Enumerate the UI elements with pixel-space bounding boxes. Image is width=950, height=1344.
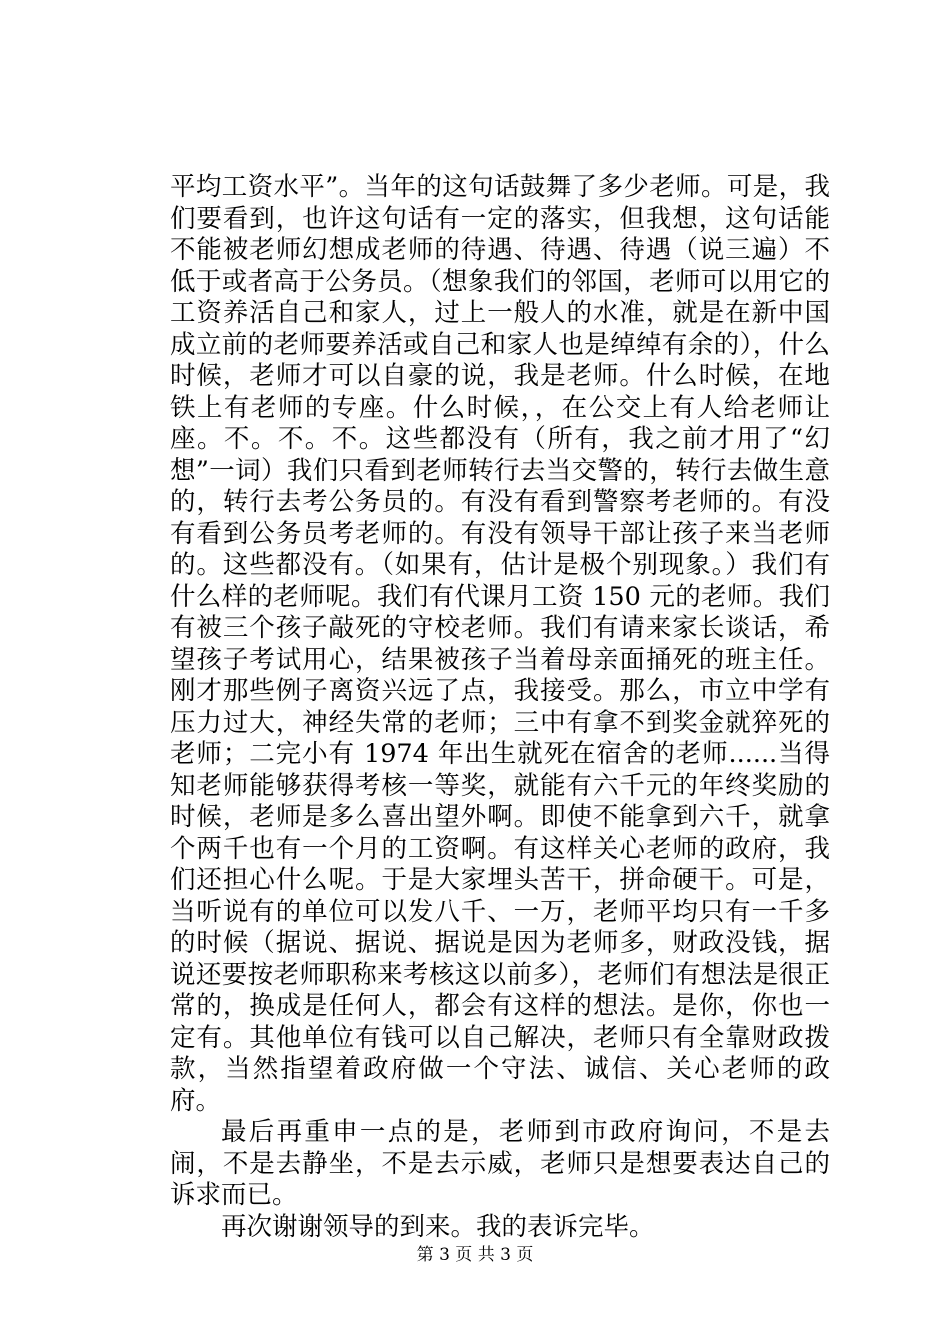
- body-paragraph-3: 再次谢谢领导的到来。我的表诉完毕。: [221, 1211, 655, 1242]
- document-body: [170, 172, 830, 1243]
- body-paragraph-1: 平均工资水平”。当年的这句话鼓舞了多少老师。可是，我们要看到，也许这句话有一定的落实，但我想，这句话能不能被老师幻想成老师的待遇、待遇、待遇（说三遍）不低于或者高于公务员。（想象我们的邻国，老师可以用它的工资养活自己和家人，过上一般人的水准，就是在新中国成立前的老师要养活或自己和家人也是绰绰有余的），什么时候，老师才可以自豪的说，我是老师。什么时候，在地铁上有老师的专座。什么时候，，在公交上有人给老师让座。不。不。不。这些都没有（所有，我之前才用了“幻想”一词）我们只看到老师转行去当交警的，转行去做生意的，转行去考公务员的。有没有看到警察考老师的。有没有看到公务员考老师的。有没有领导干部让孩子来当老师的。这些都没有。（如果有，估计是极个别现象。）我们有什么样的老师呢。我们有代课月工资 150 元的老师。我们有被三个孩子敲死的守校老师。我们有请来家长谈话，希望孩子考试用心，结果被孩子当着母亲面捅死的班主任。刚才那些例子离资兴远了点，我接受。那么，市立中学有压力过大，神经失常的老师；三中有拿不到奖金就猝死的老师；二完小有 1974 年出生就死在宿舍的老师......当得知老师能够获得考核一等奖，就能有六千元的年终奖励的时候，老师是多么喜出望外啊。即使不能拿到六千，就拿个两千也有一个月的工资啊。有这样关心老师的政府，我们还担心什么呢。于是大家埋头苦干，拼命硬干。可是，当听说有的单位可以发八千、一万，老师平均只有一千多的时候（据说、据说、据说是因为老师多，财政没钱，据说还要按老师职称来考核这以前多），老师们有想法是很正常的，换成是任何人，都会有这样的想法。是你，你也一定有。其他单位有钱可以自己解决，老师只有全靠财政拨款，当然指望着政府做一个守法、诚信、关心老师的政府。: [170, 172, 830, 1116]
- body-paragraph-2: 最后再重申一点的是，老师到市政府询问，不是去闹，不是去静坐，不是去示威，老师只是想要表达自己的诉求而已。: [170, 1117, 830, 1210]
- page-footer: 第 3 页 共 3 页: [416, 1245, 534, 1265]
